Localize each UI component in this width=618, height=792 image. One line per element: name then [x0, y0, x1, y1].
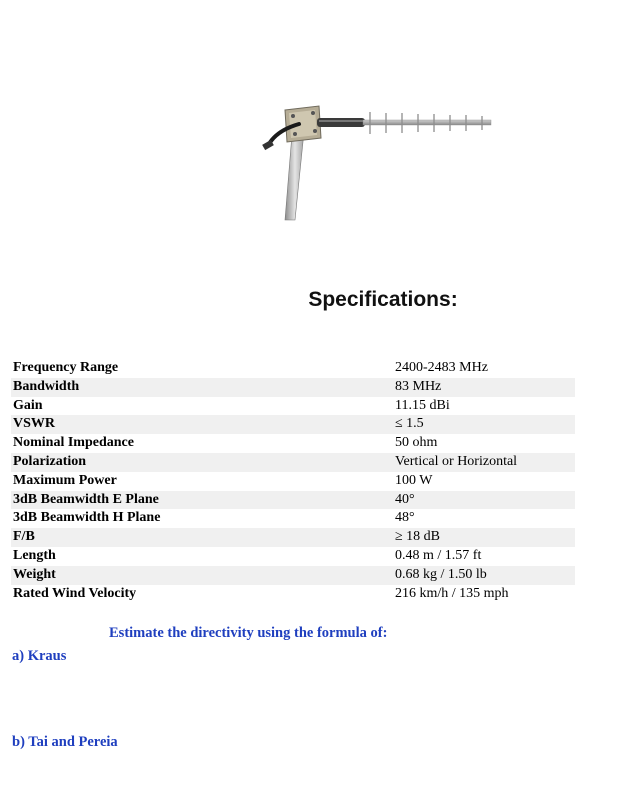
table-row — [11, 566, 575, 585]
spec-label: 3dB Beamwidth H Plane — [13, 510, 161, 526]
table-row — [11, 415, 575, 434]
spec-value: 216 km/h / 135 mph — [395, 585, 509, 601]
table-row — [11, 472, 575, 491]
spec-label: Weight — [11, 566, 393, 585]
spec-value: 40° — [393, 491, 575, 510]
table-row — [11, 434, 575, 453]
spec-label: 3dB Beamwidth E Plane — [11, 491, 393, 510]
question-b: b) Tai and Pereia — [12, 734, 118, 750]
spec-label: F/B — [11, 528, 393, 547]
spec-label: Polarization — [11, 453, 393, 472]
table-row — [11, 509, 575, 528]
spec-label: Frequency Range — [13, 360, 119, 375]
question-intro: Estimate the directivity using the formula of: — [109, 625, 388, 641]
question-a: a) Kraus — [12, 648, 67, 664]
table-row — [11, 453, 575, 472]
spec-value: ≥ 18 dB — [393, 528, 575, 547]
spec-label: Gain — [13, 397, 43, 413]
table-row — [11, 397, 575, 416]
table-row — [11, 547, 575, 566]
spec-value: 0.48 m / 1.57 ft — [395, 547, 482, 563]
specifications-table — [11, 359, 575, 603]
spec-value: 0.68 kg / 1.50 lb — [393, 566, 575, 585]
spec-label: Bandwidth — [11, 378, 393, 397]
table-row — [11, 378, 575, 397]
table-row — [11, 585, 575, 604]
specifications-title: Specifications: — [308, 288, 458, 311]
yagi-antenna-image — [255, 98, 500, 226]
spec-value: 48° — [395, 510, 415, 526]
spec-value: 2400-2483 MHz — [395, 360, 488, 375]
spec-label: Maximum Power — [13, 472, 117, 488]
spec-label: Nominal Impedance — [13, 435, 134, 451]
table-row — [11, 491, 575, 510]
table-row — [11, 528, 575, 547]
spec-label: VSWR — [11, 415, 393, 434]
spec-value: 83 MHz — [393, 378, 575, 397]
spec-value: 50 ohm — [395, 435, 438, 451]
spec-value: 100 W — [395, 472, 433, 488]
table-row — [11, 359, 575, 378]
spec-label: Rated Wind Velocity — [13, 585, 137, 601]
spec-value: 11.15 dBi — [395, 397, 450, 413]
spec-label: Length — [13, 547, 56, 563]
spec-value: ≤ 1.5 — [393, 415, 575, 434]
spec-value: Vertical or Horizontal — [393, 453, 575, 472]
